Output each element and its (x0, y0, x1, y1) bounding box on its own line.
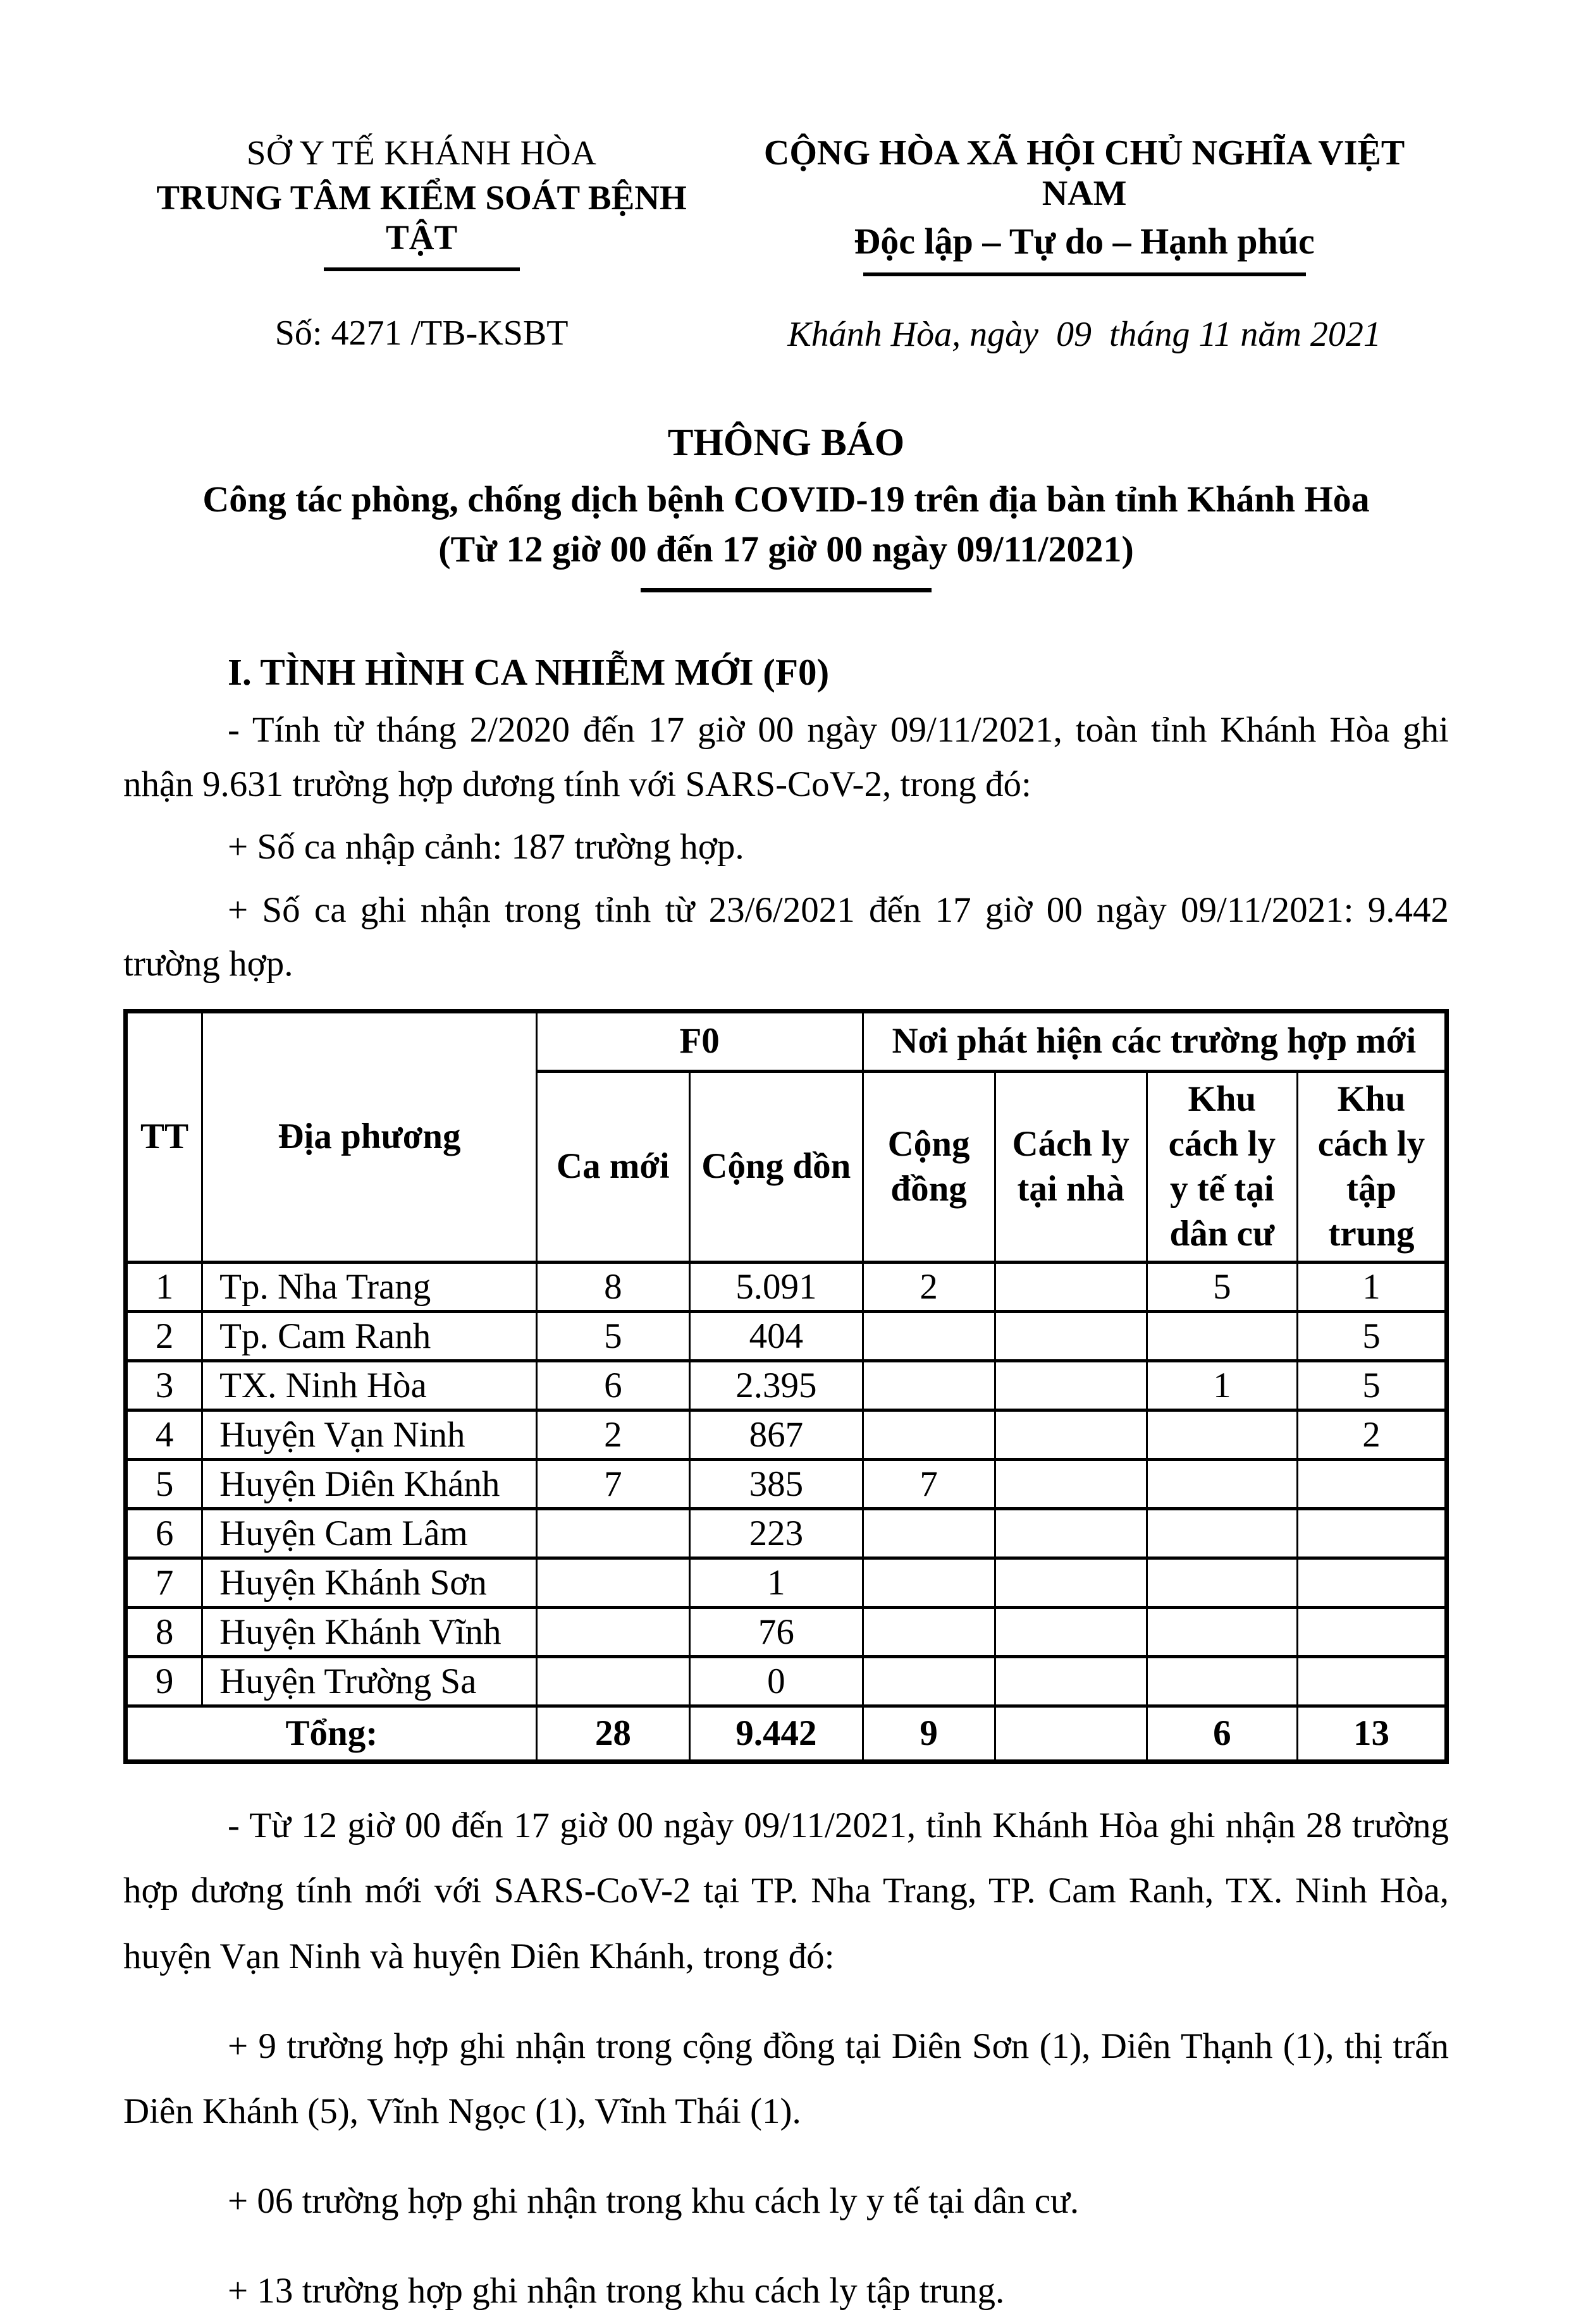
cell-tt: 7 (126, 1558, 202, 1607)
cell-home-quarantine (995, 1508, 1147, 1558)
section-heading: I. TÌNH HÌNH CA NHIỄM MỚI (F0) (228, 651, 830, 693)
cell-cumulative: 385 (689, 1459, 863, 1508)
cell-locality: Huyện Khánh Vĩnh (202, 1607, 537, 1656)
paragraph-local-cases: + Số ca ghi nhận trong tỉnh từ 23/6/2021 đến 17 giờ 00 ngày 09/11/2021: 9.442 trường hợp. (123, 890, 1449, 984)
header-concentrated-quarantine: Khu cách ly tập trung (1297, 1071, 1446, 1262)
cell-tt: 9 (126, 1656, 202, 1706)
cell-residential-quarantine (1147, 1656, 1297, 1706)
cell-tt: 3 (126, 1361, 202, 1410)
cell-home-quarantine (995, 1262, 1147, 1311)
cell-home-quarantine (995, 1558, 1147, 1607)
cell-new-cases: 6 (536, 1361, 689, 1410)
cell-community: 7 (863, 1459, 995, 1508)
header-home-quarantine: Cách ly tại nhà (995, 1071, 1147, 1262)
cell-locality: Huyện Vạn Ninh (202, 1410, 537, 1459)
cell-home-quarantine (995, 1410, 1147, 1459)
table-row (126, 1459, 1447, 1508)
cell-concentrated-quarantine (1297, 1459, 1446, 1508)
cell-cumulative: 223 (689, 1508, 863, 1558)
agency-name: TRUNG TÂM KIỂM SOÁT BỆNH TẬT (156, 178, 687, 257)
total-label: Tổng: (126, 1706, 537, 1761)
cell-new-cases (536, 1607, 689, 1656)
cell-new-cases (536, 1656, 689, 1706)
closing-section (123, 1793, 1449, 2324)
table-header-group-row (126, 1011, 1447, 1071)
national-motto: Độc lập – Tự do – Hạnh phúc (854, 221, 1315, 262)
document-number: Số: 4271 /TB-KSBT (274, 314, 569, 353)
cell-locality: Huyện Khánh Sơn (202, 1558, 537, 1607)
cell-residential-quarantine (1147, 1410, 1297, 1459)
table-row (126, 1361, 1447, 1410)
cell-new-cases: 2 (536, 1410, 689, 1459)
cell-residential-quarantine (1147, 1558, 1297, 1607)
report-period: (Từ 12 giờ 00 đến 17 giờ 00 ngày 09/11/2021) (438, 529, 1134, 570)
table-row (126, 1508, 1447, 1558)
cell-cumulative: 867 (689, 1410, 863, 1459)
cell-residential-quarantine: 1 (1147, 1361, 1297, 1410)
table-row (126, 1410, 1447, 1459)
cell-residential-quarantine (1147, 1508, 1297, 1558)
cell-residential-quarantine: 5 (1147, 1262, 1297, 1311)
cell-community (863, 1656, 995, 1706)
document-subtitle: Công tác phòng, chống dịch bệnh COVID-19 trên địa bàn tỉnh Khánh Hòa (202, 479, 1370, 520)
cell-community: 2 (863, 1262, 995, 1311)
cell-locality: TX. Ninh Hòa (202, 1361, 537, 1410)
cases-by-locality-table (123, 1009, 1449, 1764)
table-total-row (126, 1706, 1447, 1761)
title-underline-rule (641, 588, 932, 592)
motto-underline-rule (863, 272, 1306, 276)
cell-tt: 6 (126, 1508, 202, 1558)
cell-concentrated-quarantine: 2 (1297, 1410, 1446, 1459)
cell-cumulative: 0 (689, 1656, 863, 1706)
cell-locality: Tp. Cam Ranh (202, 1311, 537, 1361)
header-locality: Địa phương (202, 1011, 537, 1262)
cell-concentrated-quarantine (1297, 1508, 1446, 1558)
national-header-block (720, 133, 1449, 355)
cell-tt: 2 (126, 1311, 202, 1361)
title-block (123, 421, 1449, 592)
paragraph-concentrated-quarantine-detail: + 13 trường hợp ghi nhận trong khu cách ly tập trung. (228, 2270, 1005, 2311)
place-date-line: Khánh Hòa, ngày 09 tháng 11 năm 2021 (787, 315, 1381, 354)
cell-community (863, 1311, 995, 1361)
total-home-quarantine (995, 1706, 1147, 1761)
cell-community (863, 1508, 995, 1558)
cell-tt: 5 (126, 1459, 202, 1508)
table-row (126, 1311, 1447, 1361)
cell-cumulative: 404 (689, 1311, 863, 1361)
cell-locality: Huyện Diên Khánh (202, 1459, 537, 1508)
cell-residential-quarantine (1147, 1311, 1297, 1361)
cell-new-cases (536, 1508, 689, 1558)
cell-community (863, 1558, 995, 1607)
cell-residential-quarantine (1147, 1459, 1297, 1508)
cell-tt: 1 (126, 1262, 202, 1311)
cell-concentrated-quarantine (1297, 1656, 1446, 1706)
cell-cumulative: 2.395 (689, 1361, 863, 1410)
cell-tt: 8 (126, 1607, 202, 1656)
header-residential-medical-quarantine: Khu cách ly y tế tại dân cư (1147, 1071, 1297, 1262)
cell-new-cases (536, 1558, 689, 1607)
header-cumulative: Cộng dồn (689, 1071, 863, 1262)
cell-cumulative: 1 (689, 1558, 863, 1607)
cell-home-quarantine (995, 1361, 1147, 1410)
cell-concentrated-quarantine: 5 (1297, 1311, 1446, 1361)
total-residential-quarantine: 6 (1147, 1706, 1297, 1761)
cell-locality: Tp. Nha Trang (202, 1262, 537, 1311)
header-tt: TT (126, 1011, 202, 1262)
cell-locality: Huyện Trường Sa (202, 1656, 537, 1706)
cell-home-quarantine (995, 1607, 1147, 1656)
issuing-agency-block (123, 133, 720, 353)
table-row (126, 1262, 1447, 1311)
header-group-f0: F0 (536, 1011, 863, 1071)
parent-agency-name: SỞ Y TẾ KHÁNH HÒA (246, 133, 597, 172)
table-row (126, 1607, 1447, 1656)
table-row (126, 1656, 1447, 1706)
paragraph-imported-cases: + Số ca nhập cảnh: 187 trường hợp. (228, 827, 744, 867)
paragraph-period-summary: - Từ 12 giờ 00 đến 17 giờ 00 ngày 09/11/2021, tỉnh Khánh Hòa ghi nhận 28 trường hợp dương tính mới với SARS-CoV-2 tại TP. Nha Trang, TP. Cam Ranh, TX. Ninh Hòa, huyện Vạn Ninh và huyện Diên Khánh, trong đó: (123, 1805, 1449, 1976)
document-title: THÔNG BÁO (667, 422, 905, 464)
cell-cumulative: 76 (689, 1607, 863, 1656)
cell-tt: 4 (126, 1410, 202, 1459)
national-title: CỘNG HÒA XÃ HỘI CHỦ NGHĨA VIỆT NAM (763, 133, 1405, 213)
header-new-cases: Ca mới (536, 1071, 689, 1262)
table-header (126, 1011, 1447, 1262)
paragraph-medical-quarantine-detail: + 06 trường hợp ghi nhận trong khu cách ly y tế tại dân cư. (228, 2181, 1080, 2222)
cell-home-quarantine (995, 1311, 1147, 1361)
cell-concentrated-quarantine: 5 (1297, 1361, 1446, 1410)
cell-new-cases: 7 (536, 1459, 689, 1508)
total-concentrated-quarantine: 13 (1297, 1706, 1446, 1761)
header-group-detection-place: Nơi phát hiện các trường hợp mới (863, 1011, 1446, 1071)
cell-cumulative: 5.091 (689, 1262, 863, 1311)
cell-new-cases: 5 (536, 1311, 689, 1361)
total-new-cases: 28 (536, 1706, 689, 1761)
total-community: 9 (863, 1706, 995, 1761)
total-cumulative: 9.442 (689, 1706, 863, 1761)
paragraph-total-cases: - Tính từ tháng 2/2020 đến 17 giờ 00 ngày 09/11/2021, toàn tỉnh Khánh Hòa ghi nhận 9.631 trường hợp dương tính với SARS-CoV-2, trong đó: (123, 710, 1449, 804)
table-row (126, 1558, 1447, 1607)
cell-community (863, 1607, 995, 1656)
header-community: Cộng đồng (863, 1071, 995, 1262)
cell-community (863, 1410, 995, 1459)
cell-locality: Huyện Cam Lâm (202, 1508, 537, 1558)
cell-concentrated-quarantine (1297, 1558, 1446, 1607)
cell-home-quarantine (995, 1459, 1147, 1508)
document-header (123, 133, 1449, 355)
cell-concentrated-quarantine: 1 (1297, 1262, 1446, 1311)
cell-community (863, 1361, 995, 1410)
paragraph-community-detail: + 9 trường hợp ghi nhận trong cộng đồng tại Diên Sơn (1), Diên Thạnh (1), thị trấn Diên Khánh (5), Vĩnh Ngọc (1), Vĩnh Thái (1). (123, 2026, 1449, 2132)
section-new-cases (123, 651, 1449, 991)
cell-concentrated-quarantine (1297, 1607, 1446, 1656)
cell-new-cases: 8 (536, 1262, 689, 1311)
agency-underline-rule (324, 267, 520, 271)
cell-home-quarantine (995, 1656, 1147, 1706)
cell-residential-quarantine (1147, 1607, 1297, 1656)
